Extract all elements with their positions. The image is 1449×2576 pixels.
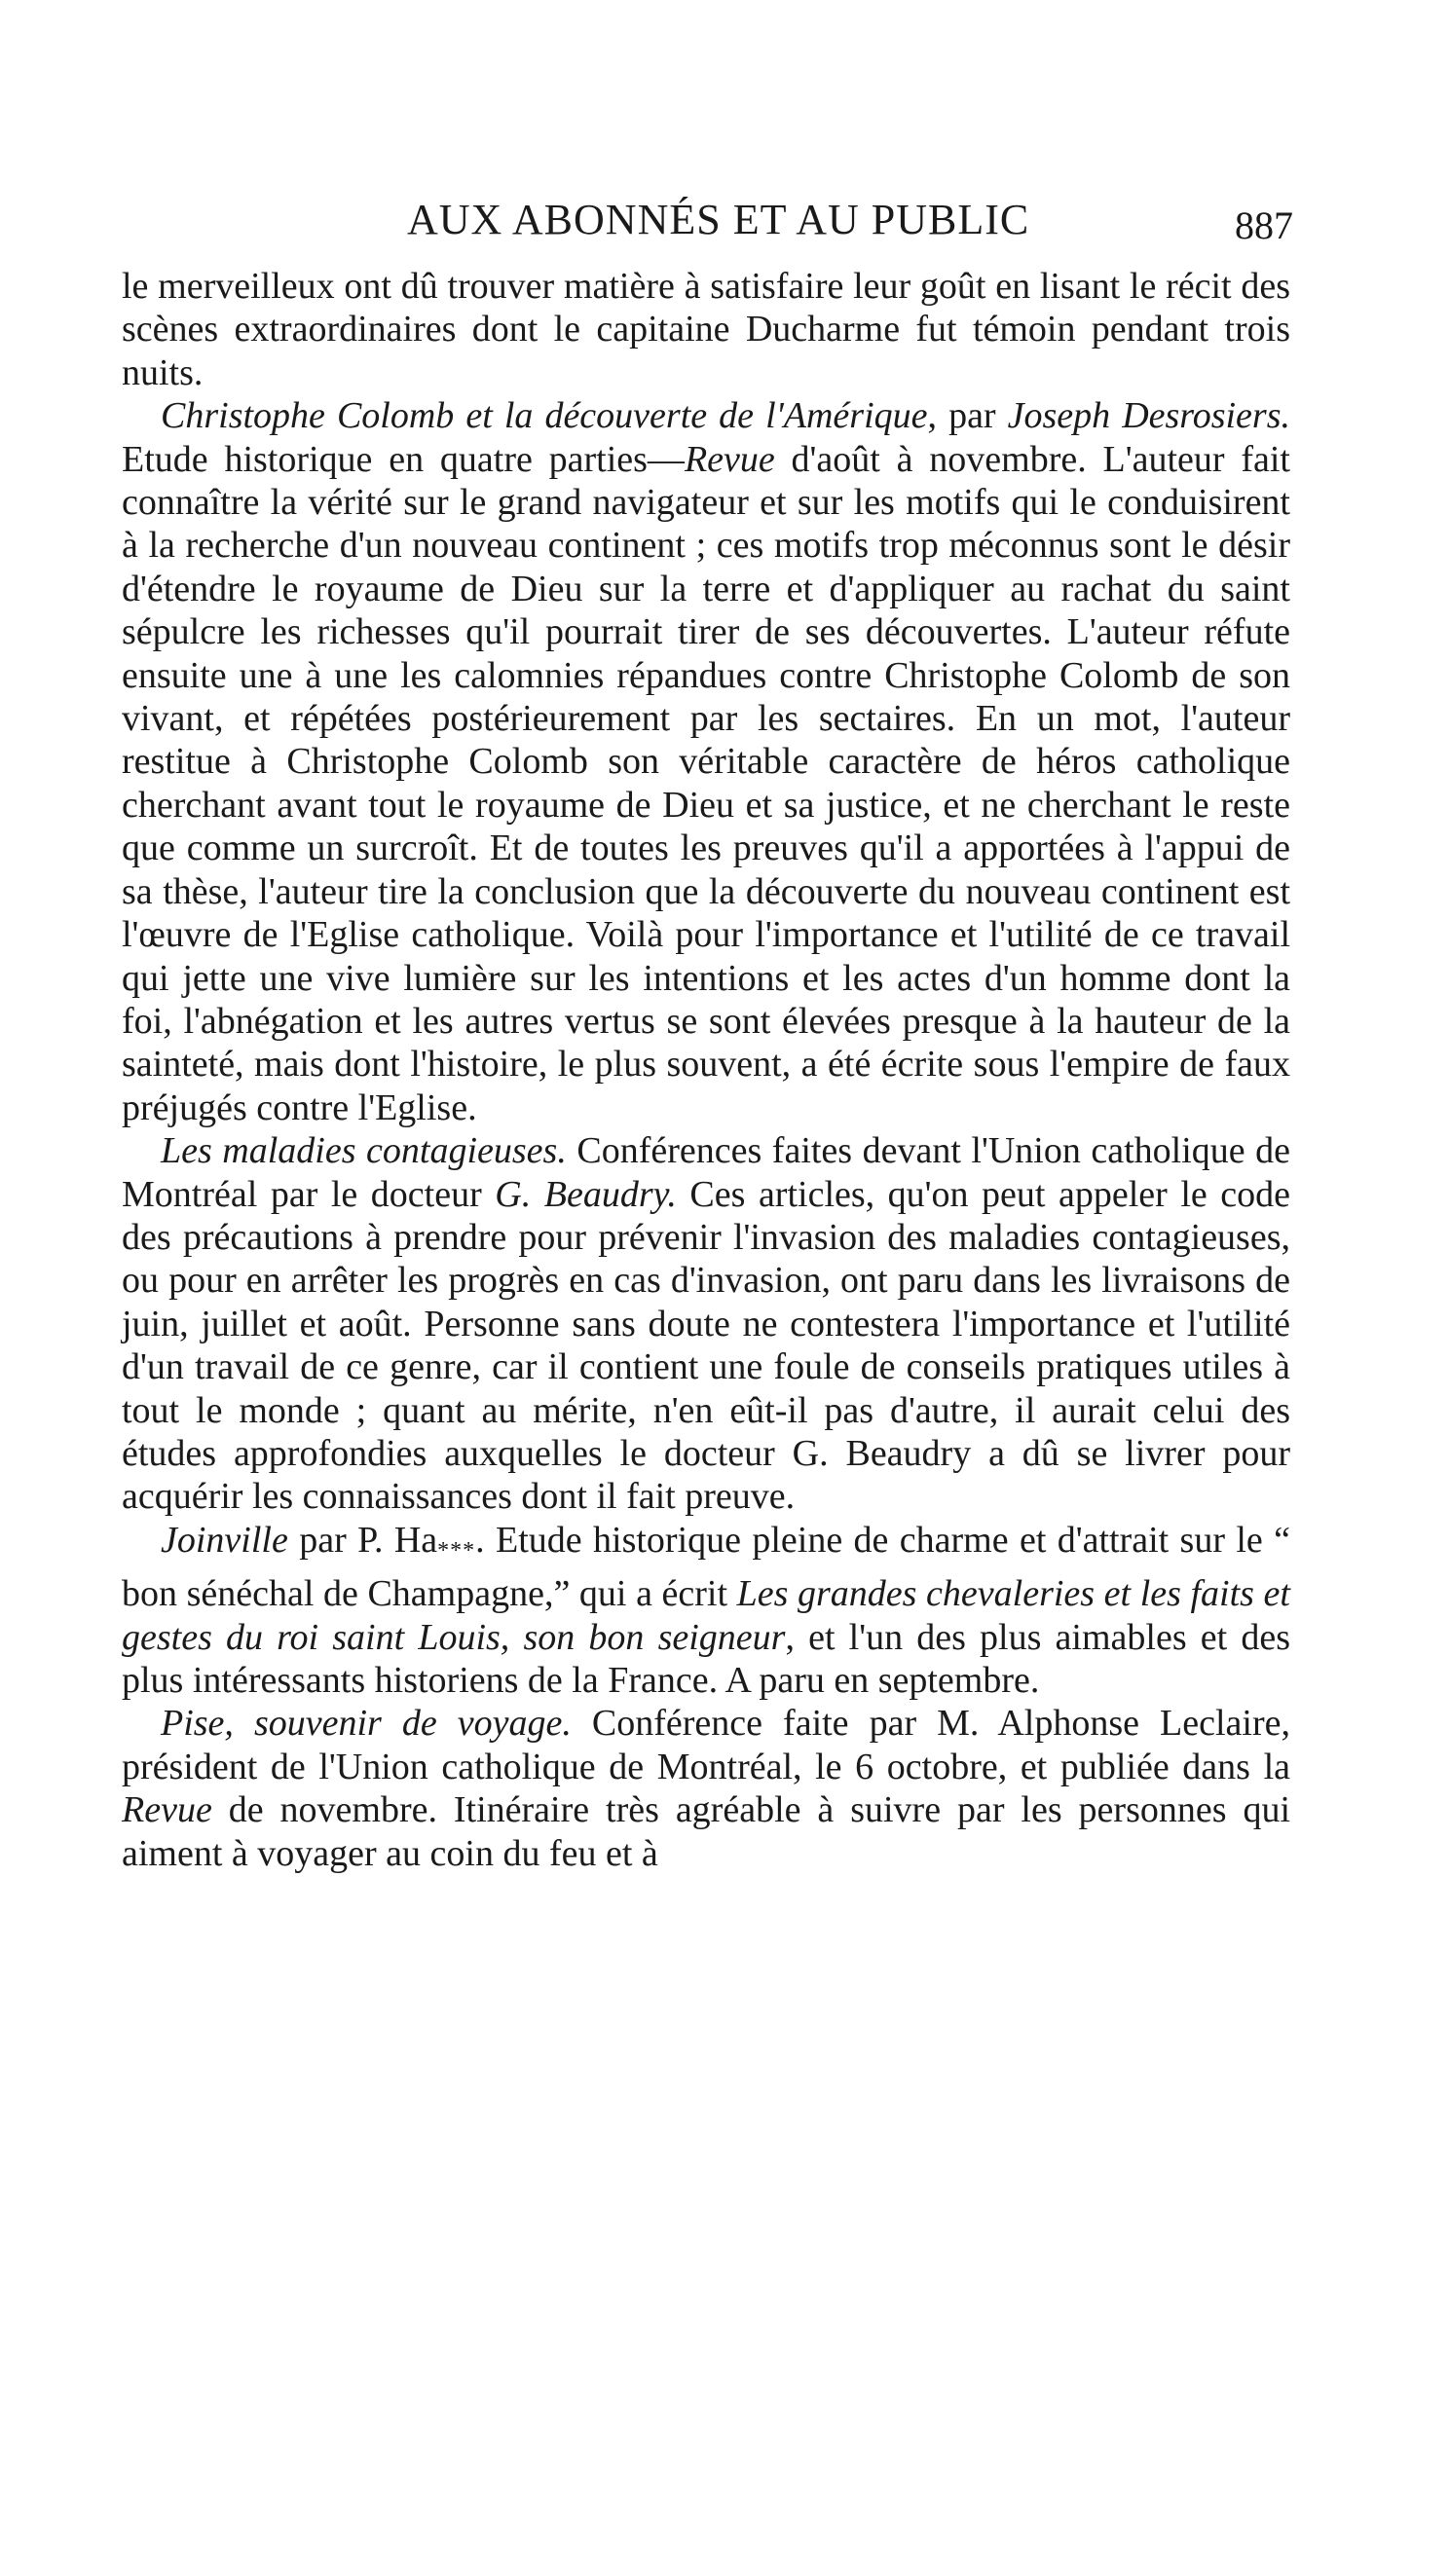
running-head (0, 195, 1449, 253)
work-title: Christophe Colomb et la découverte de l'Amérique (161, 395, 928, 437)
body-text (122, 265, 1290, 1875)
paragraph-text: . Etude historique pleine de charme et d'attrait sur le “ bon sénéchal de Champagne,” qui a écrit (122, 1519, 1290, 1615)
paragraph-text: , par (927, 395, 1008, 437)
author-name: G. Beaudry. (495, 1173, 677, 1215)
paragraph-continued (122, 265, 1290, 394)
paragraph-text: Conférence faite par M. Alphonse Leclaire, président de l'Union catholique de Montréal, le 6 octobre, et publiée dans la (122, 1703, 1290, 1787)
paragraph-text: par P. Ha (287, 1519, 438, 1561)
paragraph-text: Conférences faites devant l'Union catholique de Montréal par le docteur (122, 1130, 1291, 1215)
revue-title: Revue (684, 438, 775, 480)
work-title: Joinville (161, 1519, 288, 1561)
work-title: Les maladies contagieuses. (161, 1130, 567, 1172)
revue-title: Revue (122, 1789, 212, 1831)
page-number: 887 (1235, 203, 1293, 247)
author-name: Joseph Desrosiers. (1007, 395, 1290, 437)
paragraph-pise (122, 1702, 1290, 1875)
asterism-mark: *** (437, 1537, 476, 1564)
paragraph-colomb (122, 394, 1290, 1129)
quoted-title: Les grandes chevaleries et les faits et gestes du roi saint Louis, son bon seigneur (122, 1573, 1290, 1658)
paragraph-joinville (122, 1519, 1290, 1703)
paragraph-text: de novembre. Itinéraire très agréable à suivre par les personnes qui aiment à voyager au coin du feu et à (122, 1789, 1290, 1874)
running-title: AUX ABONNÉS ET AU PUBLIC (407, 196, 1030, 243)
paragraph-text: Etude historique en quatre parties— (122, 438, 685, 480)
paragraph-text: le merveilleux ont dû trouver matière à satisfaire leur goût en lisant le récit des scènes extraordinaires dont le capitaine Ducharme fut témoin pendant trois nuits. (122, 266, 1290, 393)
paragraph-maladies (122, 1129, 1290, 1519)
work-title: Pise, souvenir de voyage. (161, 1703, 572, 1745)
paragraph-text: d'août à novembre. L'auteur fait connaître la vérité sur le grand navigateur et sur les motifs qui le conduisirent à la recherche d'un nouveau continent ; ces motifs trop méconnus sont le désir d'étendre le royaume de Dieu sur la terre et d'appliquer au rachat du saint sépulcre les richesses qu'il pourrait tirer de ses découvertes. L'auteur réfute ensuite une à une les calomnies répandues contre Christophe Colomb de son vivant, et répétées postérieurement par les sectaires. En un mot, l'auteur restitue à Christophe Colomb son véritable caractère de héros catholique cherchant avant tout le royaume de Dieu et sa justice, et ne cherchant le reste que comme un surcroît. Et de toutes les preuves qu'il a apportées à l'appui de sa thèse, l'auteur tire la conclusion que la découverte du nouveau continent est l'œuvre de l'Eglise catholique. Voilà pour l'importance et l'utilité de ce travail qui jette une vive lumière sur les intentions et les actes d'un homme dont la foi, l'abnégation et les autres vertus se sont élevées presque à la hauteur de la sainteté, mais dont l'histoire, le plus souvent, a été écrite sous l'empire de faux préjugés contre l'Eglise. (122, 438, 1290, 1128)
paragraph-text: Ces articles, qu'on peut appeler le code des précautions à prendre pour prévenir l'invasion des maladies contagieuses, ou pour en arrêter les progrès en cas d'invasion, ont paru dans les livraisons de juin, juillet et août. Personne sans doute ne contestera l'importance et l'utilité d'un travail de ce genre, car il contient une foule de conseils pratiques utiles à tout le monde ; quant au mérite, n'en eût-il pas d'autre, il aurait celui des études approfondies auxquelles le docteur G. Beaudry a dû se livrer pour acquérir les connaissances dont il fait preuve. (122, 1173, 1291, 1518)
paragraph-text: , et l'un des plus aimables et des plus intéressants historiens de la France. A paru en septembre. (122, 1616, 1290, 1701)
